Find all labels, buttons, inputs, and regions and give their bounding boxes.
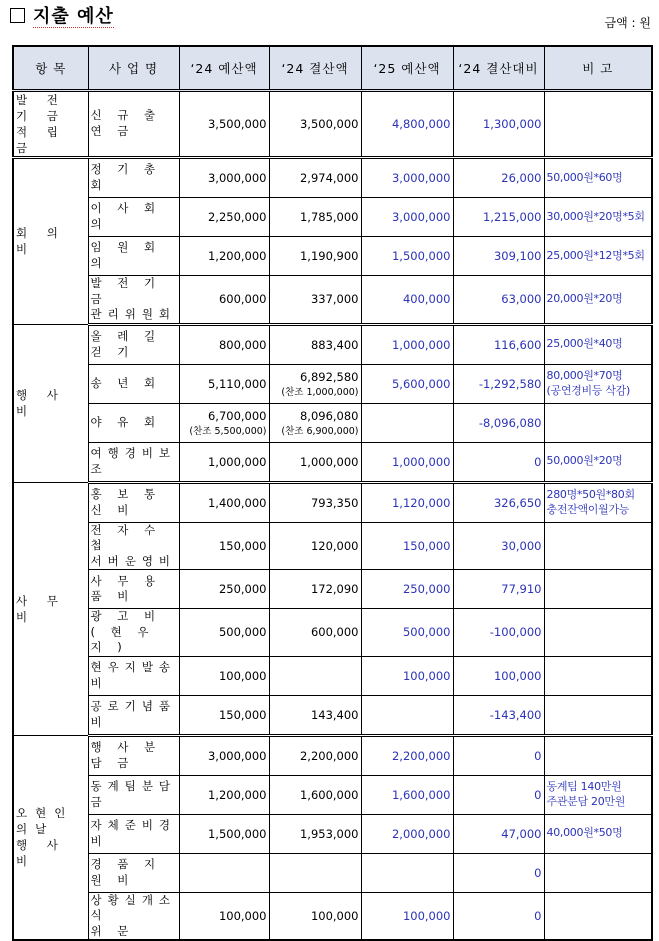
budget-24 — [179, 735, 269, 775]
diff-24 — [453, 403, 544, 442]
settlement-24 — [269, 892, 361, 940]
budget-25 — [361, 364, 453, 403]
budget-25 — [361, 442, 453, 482]
budget-25-value: 2,000,000 — [391, 826, 451, 841]
budget-25-value: 3,000,000 — [391, 210, 451, 224]
note — [544, 364, 652, 403]
budget-25 — [361, 91, 453, 158]
diff-24 — [453, 276, 544, 325]
diff-24-value: 30,000 — [501, 538, 542, 553]
diff-24-value: -1,292,580 — [478, 376, 542, 391]
project-name-value: 상황실개소식 위 문 — [90, 892, 177, 938]
project-name — [88, 892, 179, 940]
diff-24-value: 0 — [534, 908, 542, 923]
diff-24 — [453, 364, 544, 403]
budget-25-value: 100,000 — [402, 908, 451, 923]
note-value: 25,000원*40명 — [546, 337, 623, 351]
project-name — [88, 695, 179, 735]
budget-25-value: 2,200,000 — [391, 748, 451, 763]
budget-25-value: 1,120,000 — [391, 495, 451, 510]
project-name — [88, 570, 179, 609]
unit-label: 금액 : 원 — [604, 16, 651, 30]
budget-24 — [179, 364, 269, 403]
note-value: 50,000원*60명 — [546, 170, 623, 184]
budget-25-value: 100,000 — [402, 668, 451, 683]
budget-24-value: 250,000 — [218, 582, 267, 597]
settlement-24-sponsor: (찬조 6,900,000) — [281, 425, 359, 437]
project-name — [88, 442, 179, 482]
budget-25-value: 4,800,000 — [391, 117, 451, 131]
project-name — [88, 735, 179, 775]
budget-25 — [361, 695, 453, 735]
table-row — [13, 324, 652, 364]
note — [544, 570, 652, 609]
settlement-24-value: 3,500,000 — [299, 117, 359, 131]
budget-25-value: 400,000 — [402, 292, 451, 307]
project-name — [88, 158, 179, 198]
diff-24 — [453, 695, 544, 735]
diff-24-value: 26,000 — [501, 171, 542, 185]
checkbox-square-icon — [10, 8, 25, 23]
budget-24-value: 1,200,000 — [207, 787, 267, 802]
diff-24 — [453, 522, 544, 570]
project-name-value: 공로기념품비 — [90, 699, 177, 729]
budget-24 — [179, 853, 269, 892]
settlement-24 — [269, 91, 361, 158]
note — [544, 91, 652, 158]
budget-24 — [179, 198, 269, 237]
settlement-24 — [269, 403, 361, 442]
settlement-24-value: 172,090 — [310, 582, 359, 597]
table-row — [13, 853, 652, 892]
budget-24-value: 100,000 — [218, 668, 267, 683]
project-name-value: 전 자 수 첩 서버운영비 — [90, 522, 177, 568]
budget-25 — [361, 609, 453, 657]
budget-24 — [179, 237, 269, 276]
diff-24 — [453, 91, 544, 158]
project-name-value: 야 유 회 — [90, 414, 162, 429]
settlement-24-value: 337,000 — [310, 292, 359, 307]
settlement-24 — [269, 324, 361, 364]
diff-24 — [453, 442, 544, 482]
diff-24-value: 0 — [534, 454, 542, 469]
budget-24-value: 150,000 — [218, 538, 267, 553]
budget-25-value: 500,000 — [402, 625, 451, 640]
table-row — [13, 609, 652, 657]
table-row — [13, 237, 652, 276]
budget-25-value: 1,600,000 — [391, 787, 451, 802]
project-name — [88, 324, 179, 364]
diff-24 — [453, 570, 544, 609]
budget-24 — [179, 570, 269, 609]
settlement-24-value: 1,785,000 — [299, 210, 359, 224]
budget-25-value: 150,000 — [402, 538, 451, 553]
header-budget-25: ‘25 예산액 — [361, 46, 453, 91]
project-name — [88, 403, 179, 442]
settlement-24-value: 6,892,580 — [299, 369, 359, 384]
table-row — [13, 158, 652, 198]
note — [544, 276, 652, 325]
project-name-value: 경 품 지 원 비 — [90, 857, 162, 887]
budget-24-value: 1,400,000 — [207, 495, 267, 510]
diff-24 — [453, 775, 544, 814]
note — [544, 775, 652, 814]
budget-25 — [361, 853, 453, 892]
budget-24 — [179, 609, 269, 657]
header-category: 항 목 — [13, 46, 88, 91]
diff-24 — [453, 158, 544, 198]
diff-24-value: 326,650 — [493, 495, 542, 510]
table-row — [13, 775, 652, 814]
budget-25 — [361, 570, 453, 609]
settlement-24-value: 1,190,900 — [299, 249, 359, 263]
diff-24 — [453, 237, 544, 276]
budget-24-value: 800,000 — [218, 337, 267, 352]
budget-24 — [179, 442, 269, 482]
project-name — [88, 775, 179, 814]
diff-24 — [453, 892, 544, 940]
budget-24-value: 3,500,000 — [207, 117, 267, 131]
settlement-24 — [269, 814, 361, 853]
settlement-24-value: 143,400 — [310, 707, 359, 722]
note — [544, 814, 652, 853]
project-name — [88, 276, 179, 325]
budget-25 — [361, 775, 453, 814]
budget-24-value: 150,000 — [218, 707, 267, 722]
budget-25 — [361, 276, 453, 325]
note — [544, 442, 652, 482]
settlement-24-value: 100,000 — [310, 908, 359, 923]
project-name — [88, 237, 179, 276]
diff-24-value: 47,000 — [501, 826, 542, 841]
settlement-24-value: 8,096,080 — [299, 408, 359, 423]
budget-24 — [179, 814, 269, 853]
settlement-24-value: 1,600,000 — [299, 787, 359, 802]
budget-24-value: 3,000,000 — [207, 171, 267, 185]
note — [544, 158, 652, 198]
note — [544, 892, 652, 940]
project-name — [88, 198, 179, 237]
settlement-24-value: 120,000 — [310, 538, 359, 553]
budget-25-value: 1,500,000 — [391, 249, 451, 263]
note-value: 동계팀 140만원 주관분담 20만원 — [546, 780, 626, 808]
settlement-24-value: 600,000 — [310, 625, 359, 640]
budget-25 — [361, 814, 453, 853]
settlement-24 — [269, 695, 361, 735]
table-row — [13, 656, 652, 695]
note — [544, 324, 652, 364]
diff-24 — [453, 735, 544, 775]
note-value: 50,000원*20명 — [546, 454, 623, 468]
category-cell: 사 무 비 — [13, 482, 88, 735]
diff-24-value: -100,000 — [489, 625, 542, 640]
budget-25-value: 1,000,000 — [391, 337, 451, 352]
budget-25 — [361, 403, 453, 442]
budget-24 — [179, 324, 269, 364]
table-row — [13, 276, 652, 325]
table-row — [13, 892, 652, 940]
project-name-value: 정 기 총 회 — [90, 162, 162, 192]
note-value: 40,000원*50명 — [546, 826, 623, 840]
header-settlement-24: ‘24 결산액 — [269, 46, 361, 91]
budget-24 — [179, 695, 269, 735]
table-row — [13, 695, 652, 735]
note — [544, 482, 652, 522]
header-budget-24: ‘24 예산액 — [179, 46, 269, 91]
note — [544, 237, 652, 276]
budget-24-value: 1,500,000 — [207, 826, 267, 841]
settlement-24 — [269, 442, 361, 482]
diff-24-value: -143,400 — [489, 707, 542, 722]
settlement-24-value: 883,400 — [310, 337, 359, 352]
project-name-value: 발 전 기 금 관리위원회 — [90, 276, 177, 322]
project-name-value: 사 무 용 품 비 — [90, 573, 162, 604]
budget-24 — [179, 158, 269, 198]
diff-24-value: 309,100 — [493, 249, 542, 263]
table-row — [13, 814, 652, 853]
diff-24 — [453, 482, 544, 522]
project-name-value: 송 년 회 — [90, 375, 162, 390]
note-value: 30,000원*20명*5회 — [546, 209, 645, 223]
table-row — [13, 522, 652, 570]
note-value: 20,000원*20명 — [546, 292, 623, 306]
note-value: 80,000원*70명 (공연경비등 삭감) — [546, 369, 630, 397]
diff-24-value: -8,096,080 — [478, 415, 542, 430]
diff-24-value: 100,000 — [493, 668, 542, 683]
budget-24-sponsor: (찬조 5,500,000) — [189, 425, 267, 437]
budget-25-value: 250,000 — [402, 582, 451, 597]
project-name-value: 동계팀분담금 — [90, 779, 177, 809]
table-row — [13, 570, 652, 609]
header-note: 비 고 — [544, 46, 652, 91]
title-text: 지출 예산 — [33, 6, 114, 27]
budget-24 — [179, 276, 269, 325]
note — [544, 695, 652, 735]
budget-24 — [179, 91, 269, 158]
note — [544, 853, 652, 892]
project-name-value: 여행경비보조 — [90, 446, 177, 476]
note — [544, 656, 652, 695]
settlement-24 — [269, 570, 361, 609]
settlement-24-value: 1,953,000 — [299, 826, 359, 841]
category-cell: 행 사 비 — [13, 324, 88, 482]
page-title — [10, 2, 114, 28]
diff-24 — [453, 324, 544, 364]
diff-24-value: 77,910 — [501, 582, 542, 597]
diff-24 — [453, 814, 544, 853]
settlement-24-sponsor: (찬조 1,000,000) — [281, 386, 359, 398]
settlement-24 — [269, 656, 361, 695]
budget-24 — [179, 482, 269, 522]
diff-24-value: 0 — [534, 787, 542, 802]
settlement-24 — [269, 276, 361, 325]
project-name-value: 행 사 분 담 금 — [90, 740, 162, 770]
diff-24-value: 63,000 — [501, 292, 542, 307]
budget-25-value: 5,600,000 — [391, 376, 451, 391]
budget-24-value: 2,250,000 — [207, 210, 267, 224]
table-row — [13, 364, 652, 403]
budget-25 — [361, 735, 453, 775]
diff-24 — [453, 198, 544, 237]
table-row — [13, 198, 652, 237]
project-name-value: 광 고 비 ( 현 우 지 ) — [90, 609, 162, 655]
settlement-24 — [269, 364, 361, 403]
project-name-value: 자체준비경비 — [90, 818, 177, 848]
settlement-24 — [269, 482, 361, 522]
budget-24 — [179, 656, 269, 695]
header-project: 사 업 명 — [88, 46, 179, 91]
project-name-value: 홍 보 통 신 비 — [90, 487, 162, 517]
budget-25 — [361, 522, 453, 570]
settlement-24 — [269, 609, 361, 657]
budget-24 — [179, 403, 269, 442]
diff-24-value: 0 — [534, 748, 542, 763]
settlement-24 — [269, 158, 361, 198]
note — [544, 522, 652, 570]
project-name-value: 이 사 회 의 — [90, 201, 162, 231]
settlement-24 — [269, 237, 361, 276]
budget-25 — [361, 198, 453, 237]
budget-24-value: 1,000,000 — [207, 454, 267, 469]
budget-25 — [361, 482, 453, 522]
diff-24-value: 1,300,000 — [482, 117, 542, 131]
budget-24 — [179, 892, 269, 940]
project-name-value: 올 레 길 걷 기 — [90, 329, 162, 359]
budget-24-value: 1,200,000 — [207, 249, 267, 263]
settlement-24 — [269, 735, 361, 775]
budget-25 — [361, 158, 453, 198]
note-value: 280명*50원*80회 충전잔액이월가능 — [546, 488, 635, 516]
budget-24-value: 500,000 — [218, 625, 267, 640]
table-row — [13, 735, 652, 775]
project-name — [88, 609, 179, 657]
budget-24-value: 100,000 — [218, 908, 267, 923]
project-name — [88, 814, 179, 853]
project-name-value: 현우지발송비 — [90, 660, 177, 690]
category-cell: 오현인의날 행 사 비 — [13, 735, 88, 940]
budget-25 — [361, 237, 453, 276]
settlement-24-value: 2,200,000 — [299, 748, 359, 763]
budget-24-value: 3,000,000 — [207, 748, 267, 763]
category-cell: 발 전 기 금 적 립 금 — [13, 91, 88, 158]
budget-24 — [179, 522, 269, 570]
diff-24-value: 116,600 — [493, 337, 542, 352]
project-name-value: 신 규 출 연 금 — [90, 108, 162, 138]
diff-24-value: 1,215,000 — [482, 210, 542, 224]
budget-24-value: 6,700,000 — [207, 408, 267, 423]
budget-25 — [361, 656, 453, 695]
settlement-24-value: 1,000,000 — [299, 454, 359, 469]
table-header-row — [13, 46, 652, 91]
diff-24 — [453, 656, 544, 695]
project-name — [88, 91, 179, 158]
budget-24 — [179, 775, 269, 814]
project-name — [88, 656, 179, 695]
budget-table — [12, 45, 653, 941]
project-name — [88, 364, 179, 403]
diff-24 — [453, 853, 544, 892]
budget-25 — [361, 324, 453, 364]
note — [544, 735, 652, 775]
note — [544, 198, 652, 237]
settlement-24 — [269, 775, 361, 814]
diff-24-value: 0 — [534, 865, 542, 880]
budget-25-value: 3,000,000 — [391, 171, 451, 185]
budget-24-value: 5,110,000 — [207, 376, 267, 391]
project-name — [88, 482, 179, 522]
settlement-24 — [269, 198, 361, 237]
header-diff: ‘24 결산대비 — [453, 46, 544, 91]
note — [544, 609, 652, 657]
project-name-value: 임 원 회 의 — [90, 240, 162, 270]
table-body — [13, 91, 652, 941]
budget-25-value: 1,000,000 — [391, 454, 451, 469]
settlement-24 — [269, 853, 361, 892]
settlement-24-value: 793,350 — [310, 495, 359, 510]
budget-25 — [361, 892, 453, 940]
note — [544, 403, 652, 442]
budget-24-value: 600,000 — [218, 292, 267, 307]
project-name — [88, 522, 179, 570]
category-cell: 회 의 비 — [13, 158, 88, 325]
table-row — [13, 403, 652, 442]
table-row — [13, 482, 652, 522]
diff-24 — [453, 609, 544, 657]
table-row — [13, 91, 652, 158]
settlement-24 — [269, 522, 361, 570]
table-row — [13, 442, 652, 482]
note-value: 25,000원*12명*5회 — [546, 248, 645, 262]
project-name — [88, 853, 179, 892]
settlement-24-value: 2,974,000 — [299, 171, 359, 185]
